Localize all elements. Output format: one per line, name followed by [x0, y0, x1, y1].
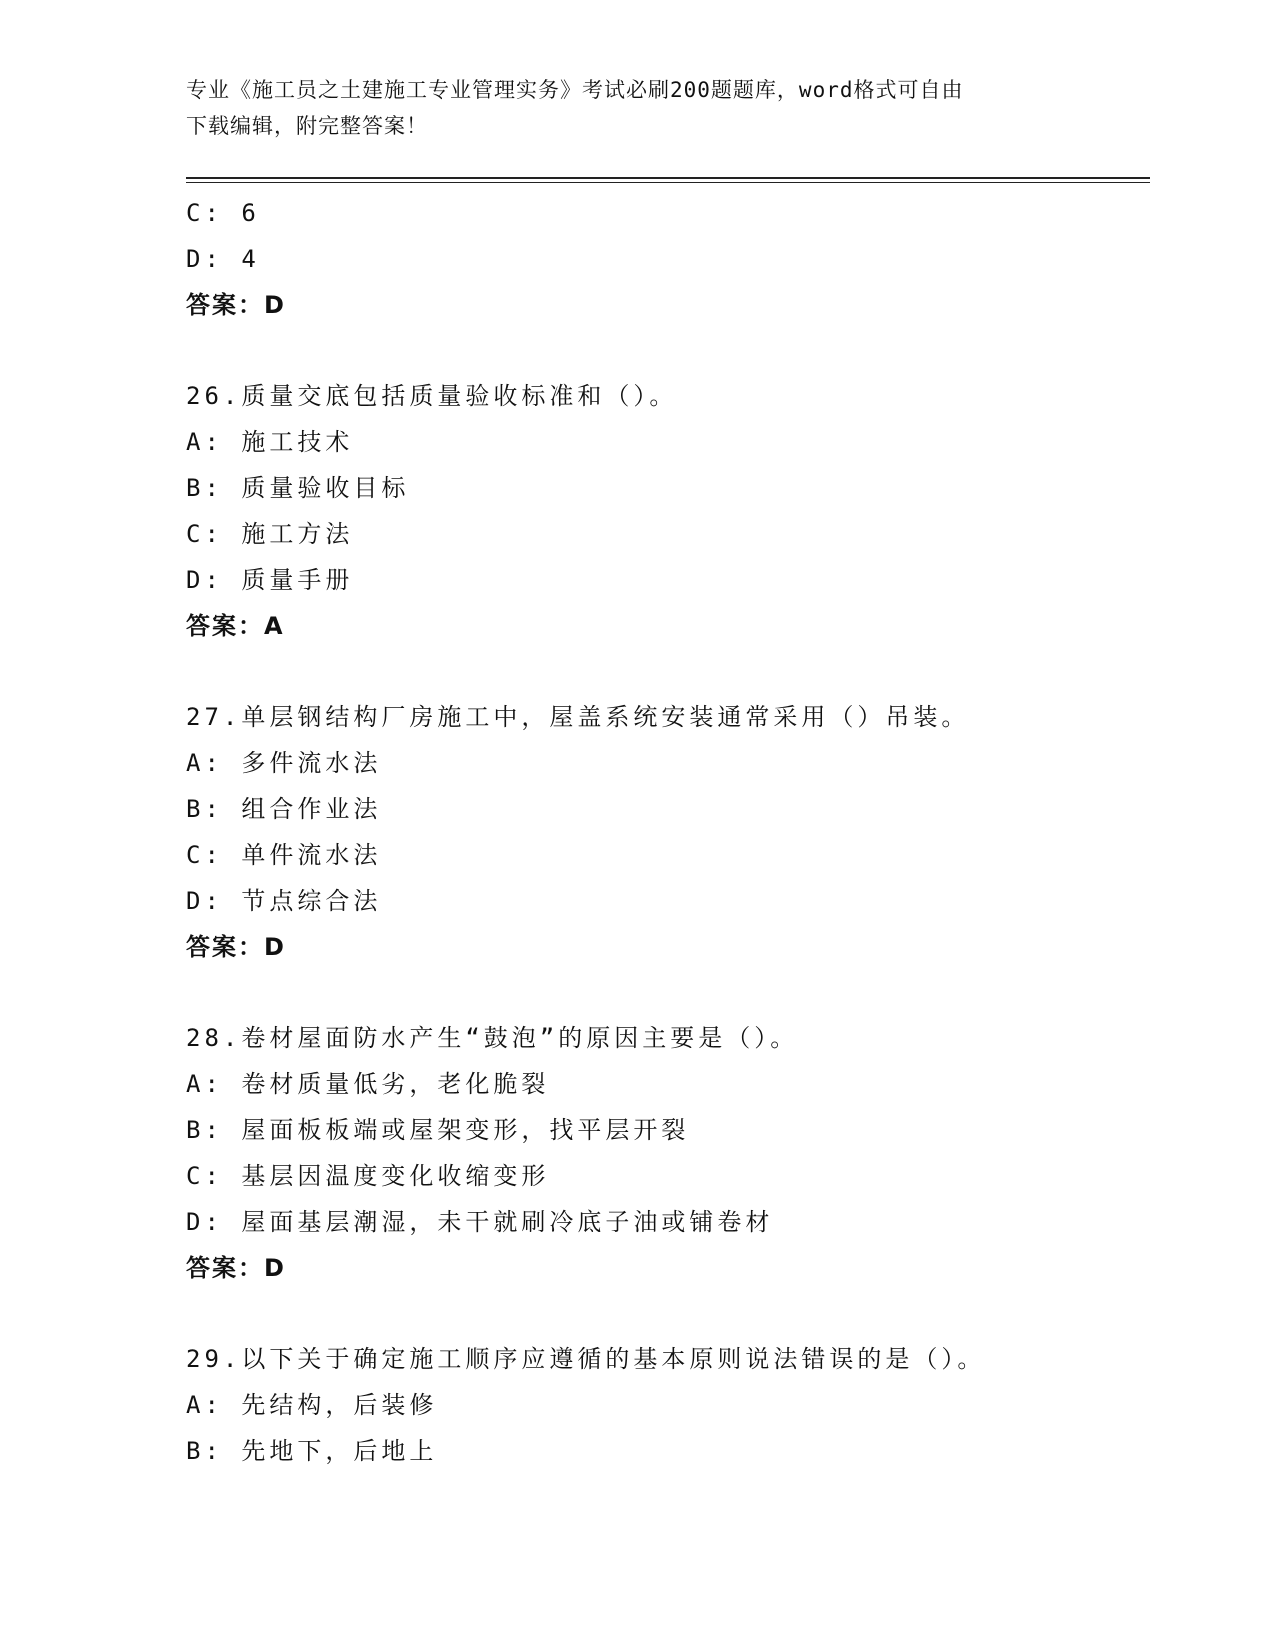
document-header	[186, 72, 1086, 144]
question-stem: 26.质量交底包括质量验收标准和（）。	[186, 382, 678, 410]
header-line-1: 专业《施工员之土建施工专业管理实务》考试必刷200题题库，word格式可自由	[186, 78, 964, 102]
answer-line: 答案：D	[186, 291, 286, 319]
question-stem: 29.以下关于确定施工顺序应遵循的基本原则说法错误的是（）。	[186, 1345, 986, 1373]
question-stem: 27.单层钢结构厂房施工中，屋盖系统安装通常采用（）吊装。	[186, 703, 970, 731]
answer-line: 答案：D	[186, 933, 286, 961]
document-body	[186, 190, 1150, 1474]
question-29	[186, 1336, 1150, 1474]
question-stem: 28.卷材屋面防水产生“鼓泡”的原因主要是（）。	[186, 1024, 799, 1052]
spacer	[186, 1291, 1150, 1336]
header-divider-thick	[186, 177, 1150, 179]
option-a: A: 施工技术	[186, 428, 354, 456]
option-d: D: 质量手册	[186, 566, 354, 594]
option-b: B: 组合作业法	[186, 795, 382, 823]
question-28	[186, 1015, 1150, 1291]
header-divider-thin	[186, 182, 1150, 183]
question-27	[186, 694, 1150, 970]
option-d: D: 节点综合法	[186, 887, 382, 915]
option-b: B: 先地下，后地上	[186, 1437, 438, 1465]
header-line-2: 下载编辑，附完整答案！	[186, 114, 428, 138]
option-b: B: 屋面板板端或屋架变形，找平层开裂	[186, 1116, 690, 1144]
spacer	[186, 649, 1150, 694]
option-d: D: 屋面基层潮湿，未干就刷冷底子油或铺卷材	[186, 1208, 774, 1236]
spacer	[186, 970, 1150, 1015]
spacer	[186, 328, 1150, 373]
answer-line: 答案：A	[186, 612, 285, 640]
answer-line: 答案：D	[186, 1254, 286, 1282]
option-c: C: 单件流水法	[186, 841, 382, 869]
question-25-continued	[186, 190, 1150, 328]
option-a: A: 卷材质量低劣，老化脆裂	[186, 1070, 550, 1098]
option-c: C: 6	[186, 199, 260, 227]
question-26	[186, 373, 1150, 649]
option-b: B: 质量验收目标	[186, 474, 410, 502]
option-a: A: 先结构，后装修	[186, 1391, 438, 1419]
option-a: A: 多件流水法	[186, 749, 382, 777]
option-c: C: 基层因温度变化收缩变形	[186, 1162, 550, 1190]
option-d: D: 4	[186, 245, 260, 273]
option-c: C: 施工方法	[186, 520, 354, 548]
